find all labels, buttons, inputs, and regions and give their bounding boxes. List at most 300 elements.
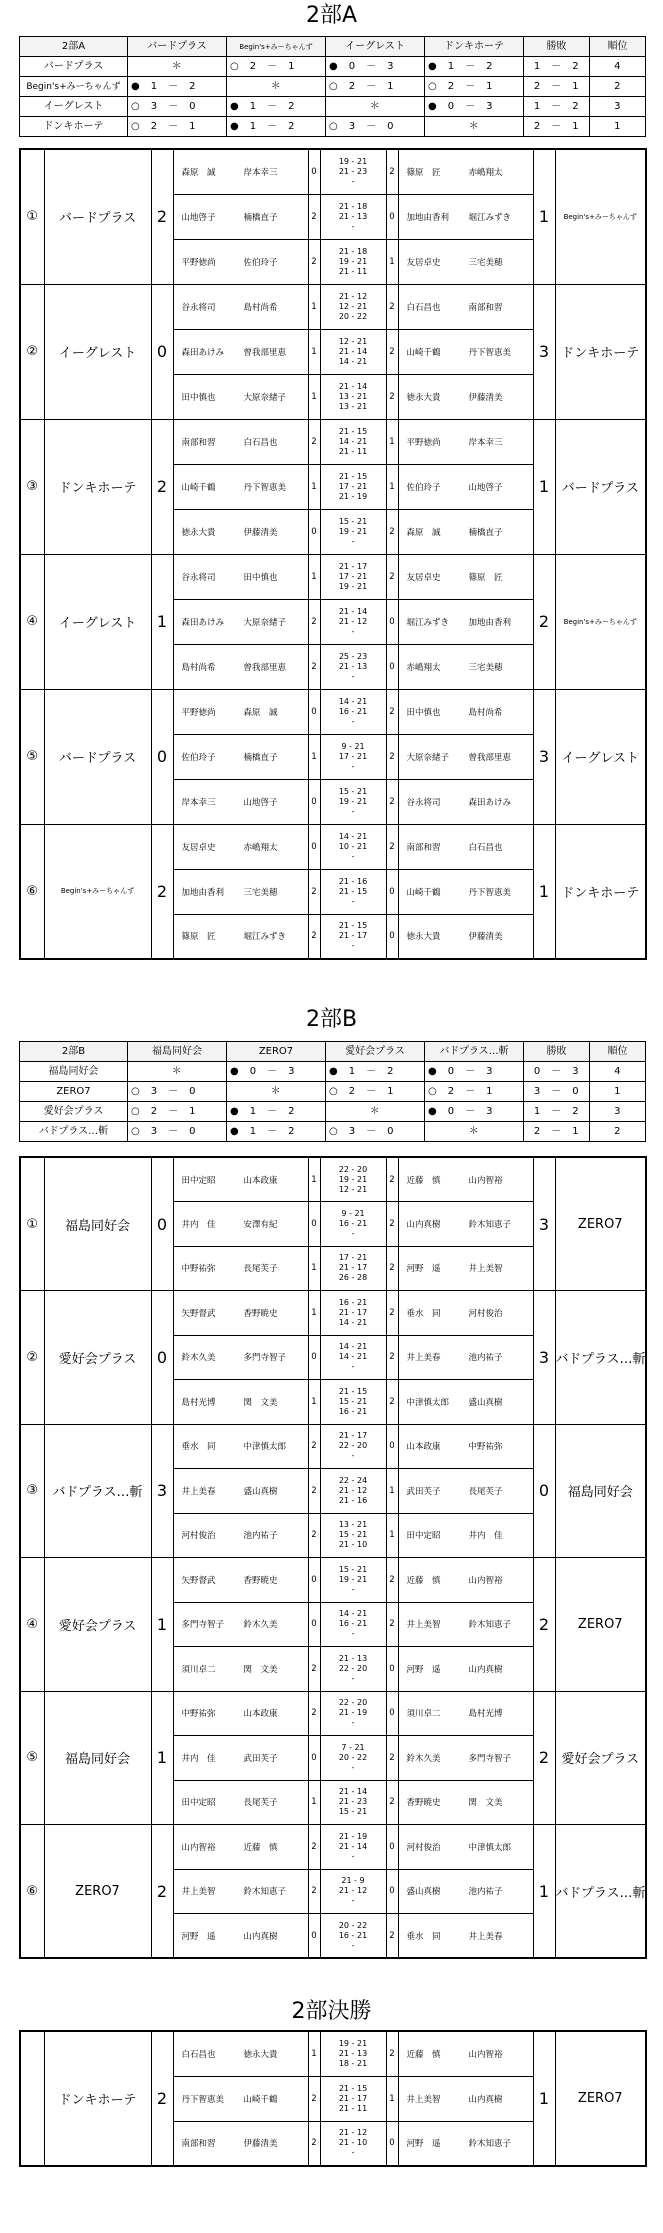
standings-cell: 3 (590, 97, 646, 117)
right-games-won: 0 (386, 869, 398, 914)
left-team-score: 3 (151, 1424, 173, 1558)
set-score: 13 - 21 (338, 391, 368, 401)
game-scores (320, 1202, 386, 1247)
game-scores (320, 1558, 386, 1603)
standings-row (20, 1122, 646, 1142)
standings-row (20, 1102, 646, 1122)
right-team-name: Begin's+みーちゃんず (555, 554, 646, 689)
right-pair (398, 1602, 533, 1647)
set-score: 12 - 21 (338, 336, 368, 346)
player-name: 垂水 同 (181, 1442, 216, 1453)
right-games-won: 0 (386, 1424, 398, 1469)
match-number: ④ (20, 1558, 44, 1692)
right-team-score: 3 (533, 1291, 555, 1425)
set-score: - (351, 1228, 355, 1238)
standings-cell: ○ 3 － 0 (128, 1082, 227, 1102)
player-name: 赤嶋翔太 (468, 167, 503, 178)
player-name: 河野 遥 (406, 2139, 441, 2150)
standings-cell: ● 1 － 2 (227, 1122, 326, 1142)
match-number: ② (20, 1291, 44, 1425)
game-scores (320, 779, 386, 824)
player-name: 池内祐子 (468, 1887, 503, 1898)
right-games-won: 2 (386, 1246, 398, 1291)
right-team-score: 2 (533, 554, 555, 689)
set-score: 21 - 14 (338, 1841, 368, 1851)
right-pair (398, 1469, 533, 1514)
set-score: 21 - 17 (338, 931, 368, 941)
player-name: 篠原 匠 (181, 932, 216, 943)
right-pair (398, 374, 533, 419)
set-score: - (351, 536, 355, 546)
player-name: 山本政康 (243, 1175, 278, 1186)
player-name: 山地啓子 (181, 212, 216, 223)
game-row (20, 149, 646, 194)
right-games-won: 2 (386, 1736, 398, 1781)
game-row (20, 1558, 646, 1603)
player-name: 伊藤清美 (468, 392, 503, 403)
left-pair (173, 1869, 308, 1914)
player-name: 丹下智恵美 (468, 347, 512, 358)
player-name: 井上美智 (468, 1264, 503, 1275)
player-name: 島村尚希 (243, 302, 278, 313)
player-name: 河村俊治 (181, 1531, 216, 1542)
right-pair (398, 689, 533, 734)
left-team-name: バードプラス (44, 149, 151, 284)
standings-team-name: 福島同好会 (20, 1062, 128, 1082)
standings-cell: 3 (590, 1102, 646, 1122)
standings-row (20, 117, 646, 137)
set-score: - (351, 2148, 355, 2158)
set-score: 13 - 21 (338, 401, 368, 411)
game-scores (320, 689, 386, 734)
player-name: 鈴木知恵子 (468, 1620, 512, 1631)
player-name: 谷永将司 (181, 302, 216, 313)
left-games-won: 0 (308, 779, 320, 824)
standings-row (20, 57, 646, 77)
left-pair (173, 149, 308, 194)
game-scores (320, 464, 386, 509)
set-score: 21 - 13 (338, 211, 368, 221)
game-row (20, 2031, 646, 2076)
set-score: 15 - 21 (338, 1530, 368, 1540)
right-games-won: 1 (386, 1469, 398, 1514)
right-games-won: 2 (386, 1157, 398, 1202)
right-pair (398, 2121, 533, 2166)
right-team-name: バードプラス (555, 419, 646, 554)
player-name: 南部和習 (406, 842, 441, 853)
right-games-won: 0 (386, 1825, 398, 1870)
player-name: 山地啓子 (243, 797, 278, 808)
right-pair (398, 464, 533, 509)
set-score: 21 - 15 (338, 1386, 368, 1396)
set-score: 21 - 11 (338, 266, 368, 276)
left-games-won: 0 (308, 824, 320, 869)
player-name: 山内智裕 (468, 1575, 503, 1586)
right-pair (398, 2076, 533, 2121)
standings-cell: ○ 2 － 1 (326, 1082, 425, 1102)
standings-header-cell: 勝敗 (524, 37, 590, 57)
right-team-score: 1 (533, 149, 555, 284)
game-scores (320, 1647, 386, 1692)
player-name: 鈴木知恵子 (243, 1887, 287, 1898)
match-number: ⑥ (20, 1825, 44, 1959)
right-pair (398, 1558, 533, 1603)
game-scores (320, 914, 386, 959)
standings-cell: 1 － 2 (524, 1102, 590, 1122)
set-score: 21 - 17 (338, 2093, 368, 2103)
set-score: 17 - 21 (338, 481, 368, 491)
player-name: 関 文美 (243, 1397, 278, 1408)
set-score: 16 - 21 (338, 1930, 368, 1940)
player-name: 佐伯玲子 (243, 257, 278, 268)
standings-header-cell: 愛好会プラス (326, 1042, 425, 1062)
standings-cell: ● 0 － 3 (425, 97, 524, 117)
player-name: 徳永大貴 (406, 932, 441, 943)
left-games-won: 1 (308, 1291, 320, 1336)
set-score: 15 - 21 (338, 516, 368, 526)
game-scores (320, 1869, 386, 1914)
left-pair (173, 1513, 308, 1558)
player-name: 堀江みずき (406, 617, 450, 628)
game-scores (320, 644, 386, 689)
right-team-score: 1 (533, 2031, 555, 2166)
player-name: 平野徳尚 (406, 437, 441, 448)
set-score: 15 - 21 (338, 1564, 368, 1574)
set-score: 16 - 21 (338, 706, 368, 716)
left-pair (173, 1424, 308, 1469)
right-pair (398, 554, 533, 599)
left-team-name: 福島同好会 (44, 1691, 151, 1825)
player-name: 香野暁史 (243, 1575, 278, 1586)
player-name: 平野徳尚 (181, 707, 216, 718)
game-row (20, 554, 646, 599)
set-score: 22 - 20 (338, 1164, 368, 1174)
left-pair (173, 1291, 308, 1336)
player-name: 香野暁史 (243, 1308, 278, 1319)
standings-row (20, 1062, 646, 1082)
left-pair (173, 1602, 308, 1647)
left-pair (173, 734, 308, 779)
player-name: 赤嶋翔太 (406, 662, 441, 673)
set-score: - (351, 671, 355, 681)
game-scores (320, 374, 386, 419)
left-games-won: 2 (308, 1691, 320, 1736)
set-score: 21 - 15 (338, 426, 368, 436)
player-name: 河野 遥 (181, 1931, 216, 1942)
player-name: 堀江みずき (468, 212, 512, 223)
player-name: 関 文美 (243, 1664, 278, 1675)
set-score: 20 - 22 (338, 311, 368, 321)
set-score: 22 - 20 (338, 1663, 368, 1673)
player-name: 堀江みずき (243, 932, 287, 943)
right-games-won: 0 (386, 2121, 398, 2166)
set-score: 17 - 21 (338, 1253, 368, 1263)
player-name: 島村尚希 (468, 707, 503, 718)
left-pair (173, 1246, 308, 1291)
set-score: 21 - 12 (338, 2128, 368, 2138)
standings-cell: ● 1 － 2 (227, 117, 326, 137)
left-team-score: 2 (151, 824, 173, 959)
player-name: 中野祐弥 (468, 1442, 503, 1453)
right-pair (398, 194, 533, 239)
right-team-name: ZERO7 (555, 1558, 646, 1692)
right-games-won: 1 (386, 239, 398, 284)
player-name: 鈴木知恵子 (468, 2139, 512, 2150)
right-pair (398, 1647, 533, 1692)
set-score: 14 - 21 (338, 831, 368, 841)
player-name: 加地由香利 (406, 212, 450, 223)
right-pair (398, 1691, 533, 1736)
standings-cell: 1 (590, 1082, 646, 1102)
player-name: 多門寺智子 (243, 1353, 287, 1364)
player-name: 鈴木久美 (181, 1353, 216, 1364)
left-team-name: バードプラス (44, 689, 151, 824)
standings-header-row (20, 1042, 646, 1062)
left-games-won: 2 (308, 239, 320, 284)
set-score: 18 - 21 (338, 2058, 368, 2068)
right-games-won: 2 (386, 509, 398, 554)
left-pair (173, 869, 308, 914)
player-name: 三宅美穂 (468, 662, 503, 673)
player-name: 徳永大貴 (181, 527, 216, 538)
standings-cell: ● 0 － 3 (425, 1062, 524, 1082)
set-score: 21 - 13 (338, 1653, 368, 1663)
player-name: 友居卓史 (406, 572, 441, 583)
right-pair (398, 239, 533, 284)
set-score: 21 - 18 (338, 246, 368, 256)
left-pair (173, 419, 308, 464)
game-row (20, 1291, 646, 1336)
set-score: 21 - 12 (338, 616, 368, 626)
set-score: 22 - 20 (338, 1698, 368, 1708)
set-score: 21 - 15 (338, 2083, 368, 2093)
game-row (20, 689, 646, 734)
right-team-name: ドンキホーテ (555, 284, 646, 419)
set-score: 14 - 21 (338, 436, 368, 446)
player-name: 垂水 同 (406, 1308, 441, 1319)
player-name: 岸本幸三 (243, 167, 278, 178)
player-name: 池内祐子 (243, 1531, 278, 1542)
set-score: 19 - 21 (338, 2038, 368, 2048)
right-games-won: 0 (386, 914, 398, 959)
game-scores (320, 509, 386, 554)
right-team-name: 福島同好会 (555, 1424, 646, 1558)
standings-cell: 1 (590, 117, 646, 137)
set-score: 9 - 21 (341, 1208, 365, 1218)
player-name: 武田芙子 (243, 1753, 278, 1764)
right-pair (398, 1914, 533, 1959)
player-name: 加地由香利 (468, 617, 512, 628)
player-name: 島村光博 (181, 1397, 216, 1408)
player-name: 田中定昭 (181, 1175, 216, 1186)
match-number: ② (20, 284, 44, 419)
left-pair (173, 1558, 308, 1603)
set-score: 22 - 20 (338, 1441, 368, 1451)
left-games-won: 0 (308, 1914, 320, 1959)
match-results-table (19, 148, 647, 960)
left-team-score: 0 (151, 284, 173, 419)
player-name: 徳永大貴 (406, 392, 441, 403)
set-score: 21 - 23 (338, 166, 368, 176)
set-score: - (351, 1940, 355, 1950)
right-team-name: バドプラス…斬 (555, 1825, 646, 1959)
set-score: - (351, 176, 355, 186)
player-name: 田中定昭 (406, 1531, 441, 1542)
set-score: 14 - 21 (338, 696, 368, 706)
player-name: 井内 佳 (181, 1753, 216, 1764)
player-name: 山崎千鶴 (181, 482, 216, 493)
game-scores (320, 2076, 386, 2121)
right-games-won: 1 (386, 1513, 398, 1558)
set-score: 21 - 12 (338, 1886, 368, 1896)
left-games-won: 0 (308, 1202, 320, 1247)
left-team-score: 1 (151, 554, 173, 689)
player-name: 山崎千鶴 (243, 2094, 278, 2105)
standings-cell: ○ 2 － 1 (425, 77, 524, 97)
standings-cell: ● 1 － 2 (227, 97, 326, 117)
set-score: - (351, 1629, 355, 1639)
player-name: 伊藤清美 (243, 527, 278, 538)
right-pair (398, 1869, 533, 1914)
set-score: - (351, 806, 355, 816)
player-name: 白石昌也 (468, 842, 503, 853)
set-score: 21 - 23 (338, 1797, 368, 1807)
set-score: - (351, 1673, 355, 1683)
player-name: 井上美春 (181, 1486, 216, 1497)
right-pair (398, 509, 533, 554)
match-number: ① (20, 149, 44, 284)
standings-cell: ○ 2 － 1 (425, 1082, 524, 1102)
player-name: 山内真樹 (406, 1219, 441, 1230)
left-games-won: 1 (308, 374, 320, 419)
player-name: 田中定昭 (181, 1798, 216, 1809)
set-score: 16 - 21 (338, 1619, 368, 1629)
player-name: 楠橋直子 (243, 752, 278, 763)
left-pair (173, 194, 308, 239)
game-scores (320, 1469, 386, 1514)
set-score: 7 - 21 (341, 1742, 365, 1752)
player-name: 矢野督武 (181, 1308, 216, 1319)
set-score: 25 - 23 (338, 651, 368, 661)
game-scores (320, 1380, 386, 1425)
set-score: 10 - 21 (338, 841, 368, 851)
standings-cell: ○ 2 － 1 (128, 117, 227, 137)
set-score: 21 - 10 (338, 2138, 368, 2148)
player-name: 近藤 慎 (406, 1575, 441, 1586)
game-row (20, 284, 646, 329)
right-games-won: 0 (386, 1647, 398, 1692)
left-games-won: 2 (308, 1513, 320, 1558)
left-games-won: 0 (308, 149, 320, 194)
player-name: 楠橋直子 (468, 527, 503, 538)
left-team-score: 0 (151, 689, 173, 824)
player-name: 山内真樹 (243, 1931, 278, 1942)
right-team-score: 3 (533, 284, 555, 419)
left-team-score: 0 (151, 1157, 173, 1291)
set-score: 19 - 21 (338, 581, 368, 591)
left-team-score: 1 (151, 1558, 173, 1692)
standings-header-cell: バードプラス (128, 37, 227, 57)
right-team-score: 1 (533, 419, 555, 554)
player-name: 山崎千鶴 (406, 887, 441, 898)
left-pair (173, 329, 308, 374)
player-name: 友居卓史 (406, 257, 441, 268)
standings-cell: 2 (590, 77, 646, 97)
standings-cell: 2 － 1 (524, 1122, 590, 1142)
right-pair (398, 1335, 533, 1380)
left-games-won: 2 (308, 1424, 320, 1469)
player-name: 盛山真樹 (406, 1887, 441, 1898)
player-name: 矢野督武 (181, 1575, 216, 1586)
set-score: 20 - 22 (338, 1920, 368, 1930)
left-games-won: 1 (308, 2031, 320, 2076)
right-pair (398, 599, 533, 644)
player-name: 森原 誠 (406, 527, 441, 538)
right-games-won: 2 (386, 1602, 398, 1647)
set-score: - (351, 716, 355, 726)
left-games-won: 2 (308, 869, 320, 914)
standings-cell: ＊ (128, 57, 227, 77)
player-name: 加地由香利 (181, 887, 225, 898)
player-name: 谷永将司 (181, 572, 216, 583)
right-games-won: 2 (386, 554, 398, 599)
standings-cell: 2 － 1 (524, 77, 590, 97)
player-name: 山内智裕 (468, 2049, 503, 2060)
left-games-won: 1 (308, 1157, 320, 1202)
set-score: - (351, 1762, 355, 1772)
standings-row (20, 97, 646, 117)
set-score: 21 - 13 (338, 661, 368, 671)
player-name: 中津慎太郎 (243, 1442, 287, 1453)
left-games-won: 1 (308, 464, 320, 509)
player-name: 鈴木知恵子 (468, 1219, 512, 1230)
left-games-won: 1 (308, 329, 320, 374)
set-score: 14 - 21 (338, 1342, 368, 1352)
left-pair (173, 1469, 308, 1514)
player-name: 鈴木久美 (406, 1753, 441, 1764)
left-games-won: 2 (308, 1869, 320, 1914)
game-scores (320, 1335, 386, 1380)
section-title: 2部決勝 (291, 1999, 372, 2024)
game-row (20, 1424, 646, 1469)
set-score: 21 - 14 (338, 381, 368, 391)
standings-header-cell: 順位 (590, 1042, 646, 1062)
right-pair (398, 734, 533, 779)
left-pair (173, 284, 308, 329)
right-pair (398, 149, 533, 194)
left-games-won: 0 (308, 1736, 320, 1781)
right-games-won: 2 (386, 1380, 398, 1425)
player-name: 井内 佳 (468, 1531, 503, 1542)
set-score: - (351, 1584, 355, 1594)
set-score: - (351, 221, 355, 231)
set-score: 21 - 17 (338, 1263, 368, 1273)
game-scores (320, 1825, 386, 1870)
right-games-won: 1 (386, 2076, 398, 2121)
set-score: 14 - 21 (338, 356, 368, 366)
right-team-score: 3 (533, 1157, 555, 1291)
player-name: 平野徳尚 (181, 257, 216, 268)
player-name: 森原 誠 (181, 167, 216, 178)
standings-cell: 2 (590, 1122, 646, 1142)
set-score: - (351, 1851, 355, 1861)
left-team-name: イーグレスト (44, 284, 151, 419)
set-score: 19 - 21 (338, 156, 368, 166)
player-name: 井上美智 (406, 1620, 441, 1631)
left-games-won: 1 (308, 1380, 320, 1425)
player-name: 山本政康 (243, 1709, 278, 1720)
player-name: 山内真樹 (468, 2094, 503, 2105)
